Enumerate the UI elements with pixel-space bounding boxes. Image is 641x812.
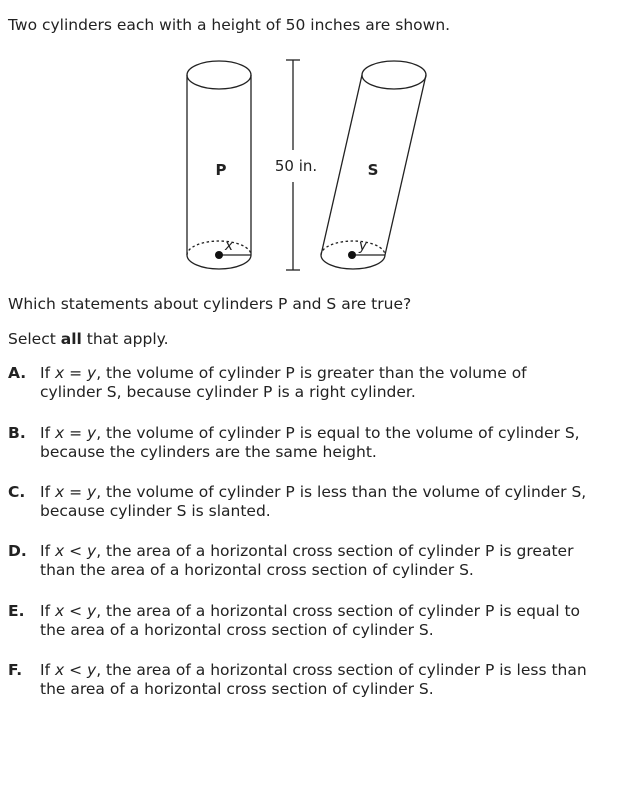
option-operator: < [64,542,87,560]
option-letter: D. [8,542,27,560]
option-line-2: because the cylinders are the same height. [40,443,377,461]
radius-x-label: x [224,238,234,254]
option-line-2: because cylinder S is slanted. [40,502,271,520]
option-text: , the area of a horizontal cross section of cylinder P is less than [96,661,587,679]
intro-text: Two cylinders each with a height of 50 inches are shown. [8,16,451,34]
option-text: If [40,602,55,620]
option-line-1 [40,661,587,679]
option-letter: F. [8,661,23,679]
question-text: Which statements about cylinders P and S are true? [8,295,412,313]
instruction-emphasis: all [60,330,82,348]
option-line-1 [40,424,580,442]
option-var: x [54,602,65,620]
option-text: If [40,542,55,560]
cylinders-figure [0,50,641,280]
instruction-text [8,330,169,348]
option-operator: = [64,424,87,442]
option-var: y [87,661,97,679]
option-var: y [87,483,97,501]
option-var: x [54,364,65,382]
option-text: If [40,424,55,442]
option-line-1 [40,542,573,560]
option-line-2: cylinder S, because cylinder P is a right cylinder. [40,383,416,401]
option-text: , the volume of cylinder P is greater than the volume of [96,364,527,382]
instruction-suffix: that apply. [81,330,169,348]
option-operator: < [64,602,87,620]
option-text: If [40,661,55,679]
height-label: 50 in. [274,157,318,175]
instruction-prefix: Select [8,330,61,348]
cylinder-p-center-dot [215,251,223,259]
option-var: x [54,483,65,501]
option-var: y [87,602,97,620]
option-var: y [87,424,97,442]
option-letter: A. [8,364,27,382]
option-letter: E. [8,602,25,620]
cylinder-s-center-dot [348,251,356,259]
cylinder-s-label: S [367,161,379,179]
option-line-2: the area of a horizontal cross section of cylinder S. [40,621,434,639]
option-text: , the volume of cylinder P is less than the volume of cylinder S, [96,483,587,501]
option-text: , the volume of cylinder P is equal to the volume of cylinder S, [96,424,580,442]
option-text: If [40,364,55,382]
option-line-2: than the area of a horizontal cross section of cylinder S. [40,561,474,579]
option-var: y [87,364,97,382]
option-operator: < [64,661,87,679]
option-text: , the area of a horizontal cross section of cylinder P is equal to [96,602,581,620]
option-operator: = [64,364,87,382]
option-text: , the area of a horizontal cross section of cylinder P is greater [96,542,574,560]
option-line-2: the area of a horizontal cross section of cylinder S. [40,680,434,698]
option-text: If [40,483,55,501]
option-line-1 [40,602,580,620]
option-var: x [54,424,65,442]
option-var: x [54,542,65,560]
option-operator: = [64,483,87,501]
option-var: x [54,661,65,679]
option-var: y [87,542,97,560]
option-letter: C. [8,483,26,501]
cylinder-p-label: P [215,161,227,179]
radius-y-label: y [358,238,368,254]
option-line-1 [40,483,586,501]
option-letter: B. [8,424,26,442]
option-line-1 [40,364,527,382]
